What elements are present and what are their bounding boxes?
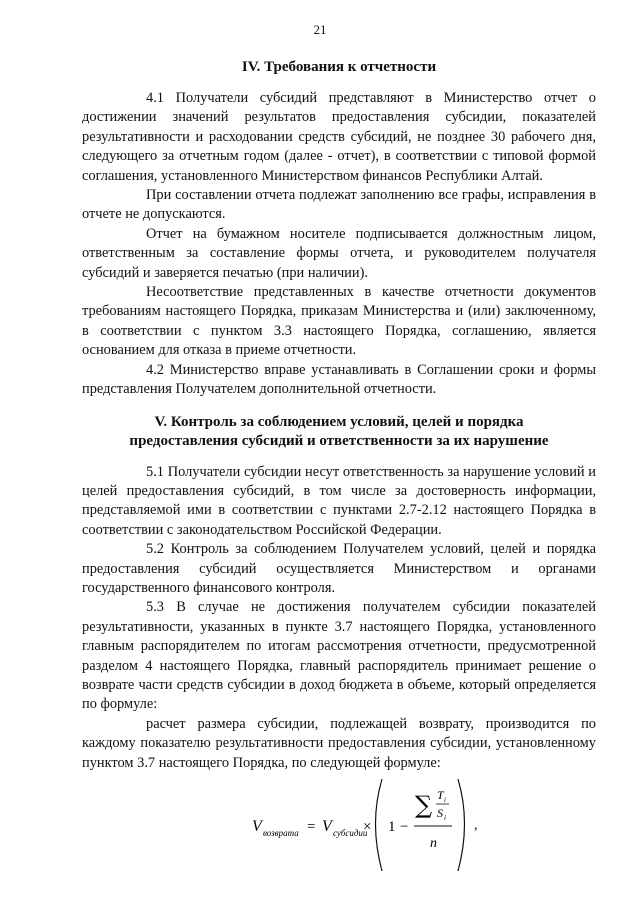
paragraph: Отчет на бумажном носителе подписывается должностным лицом, ответственным за составление формы отчета, и руководителем получателя субсидий и заверяется печатью (при наличии). <box>82 225 596 281</box>
paragraph: 5.1 Получатели субсидии несут ответственность за нарушение условий и целей предоставления субсидий, в том числе за достоверность информации, представляемой ими в соответствии с пунктами 2.7-2.12 настоящего Порядка в соответствии с законодательством Российской Федерации. <box>82 463 596 538</box>
document-body <box>82 58 596 875</box>
paragraph: 5.3 В случае не достижения получателем субсидии показателей результативности, указанных в пункте 3.7 настоящего Порядка, установленного главным распорядителем по итогам рассмотрения отчетности, предусмотренной разделом 4 настоящего Порядка, главный распорядитель принимает решение о возврате части средств субсидии в доход бюджета в объеме, который определяется по формуле: <box>82 599 596 713</box>
section-5-title-line-2: предоставления субсидий и ответственности за их нарушение <box>129 432 549 449</box>
formula-minus: − <box>400 819 409 835</box>
formula-svg <box>82 775 596 875</box>
formula-times: × <box>363 819 372 835</box>
formula-n: n <box>430 836 437 851</box>
paragraph: 4.1 Получатели субсидий представляют в Министерство отчет о достижении значений результатов предоставления субсидии, показателей результативности и расходовании средств субсидий, не позднее 30 рабочего дня, следующего за отчетным годом (далее - отчет), в соответствии с типовой формой соглашения, установленного Министерством финансов Республики Алтай. <box>82 90 596 184</box>
formula-trailing-comma: , <box>474 818 478 833</box>
formula-right-paren <box>458 779 465 871</box>
formula-rhs-sub: субсидии <box>333 828 368 838</box>
paragraph: Несоответствие представленных в качестве отчетности документов требованиям настоящего Порядка, приказам Министерства и (или) заключенному, в соответствии с пунктом 3.3 настоящего Порядка, соглашению, является основанием для отказа в приеме отчетности. <box>82 284 596 359</box>
paragraph: 5.2 Контроль за соблюдением Получателем условий, целей и порядка предоставления субсидий осуществляется Министерством и органами государственного финансового контроля. <box>82 541 596 596</box>
formula-lhs-sub: возврата <box>263 828 299 838</box>
section-5-title-line-1: V. Контроль за соблюдением условий, целей и порядка <box>154 413 524 430</box>
formula-den-var: S <box>437 806 443 820</box>
refund-formula <box>82 775 596 875</box>
formula-den-sub: i <box>444 814 446 822</box>
formula-rhs-var: V <box>322 818 332 835</box>
formula-num-sub: i <box>444 796 446 804</box>
page-number: 21 <box>313 22 327 37</box>
formula-lhs-var: V <box>252 818 262 835</box>
section-5-title <box>82 413 596 451</box>
formula-left-paren <box>376 779 383 871</box>
formula-equals: = <box>307 819 316 835</box>
section-4-title: IV. Требования к отчетности <box>241 59 437 75</box>
formula-num-var: T <box>437 788 444 802</box>
paragraph: При составлении отчета подлежат заполнению все графы, исправления в отчете не допускаются. <box>82 187 596 223</box>
formula-sum: ∑ <box>415 791 433 819</box>
paragraph: 4.2 Министерство вправе устанавливать в Соглашении сроки и формы представления Получателем дополнительной отчетности. <box>82 361 596 398</box>
paragraph: расчет размера субсидии, подлежащей возврату, производится по каждому показателю результативности предоставления субсидии, установленному пунктом 3.7 настоящего Порядка, по следующей формуле: <box>82 715 596 771</box>
formula-one: 1 <box>388 819 396 835</box>
